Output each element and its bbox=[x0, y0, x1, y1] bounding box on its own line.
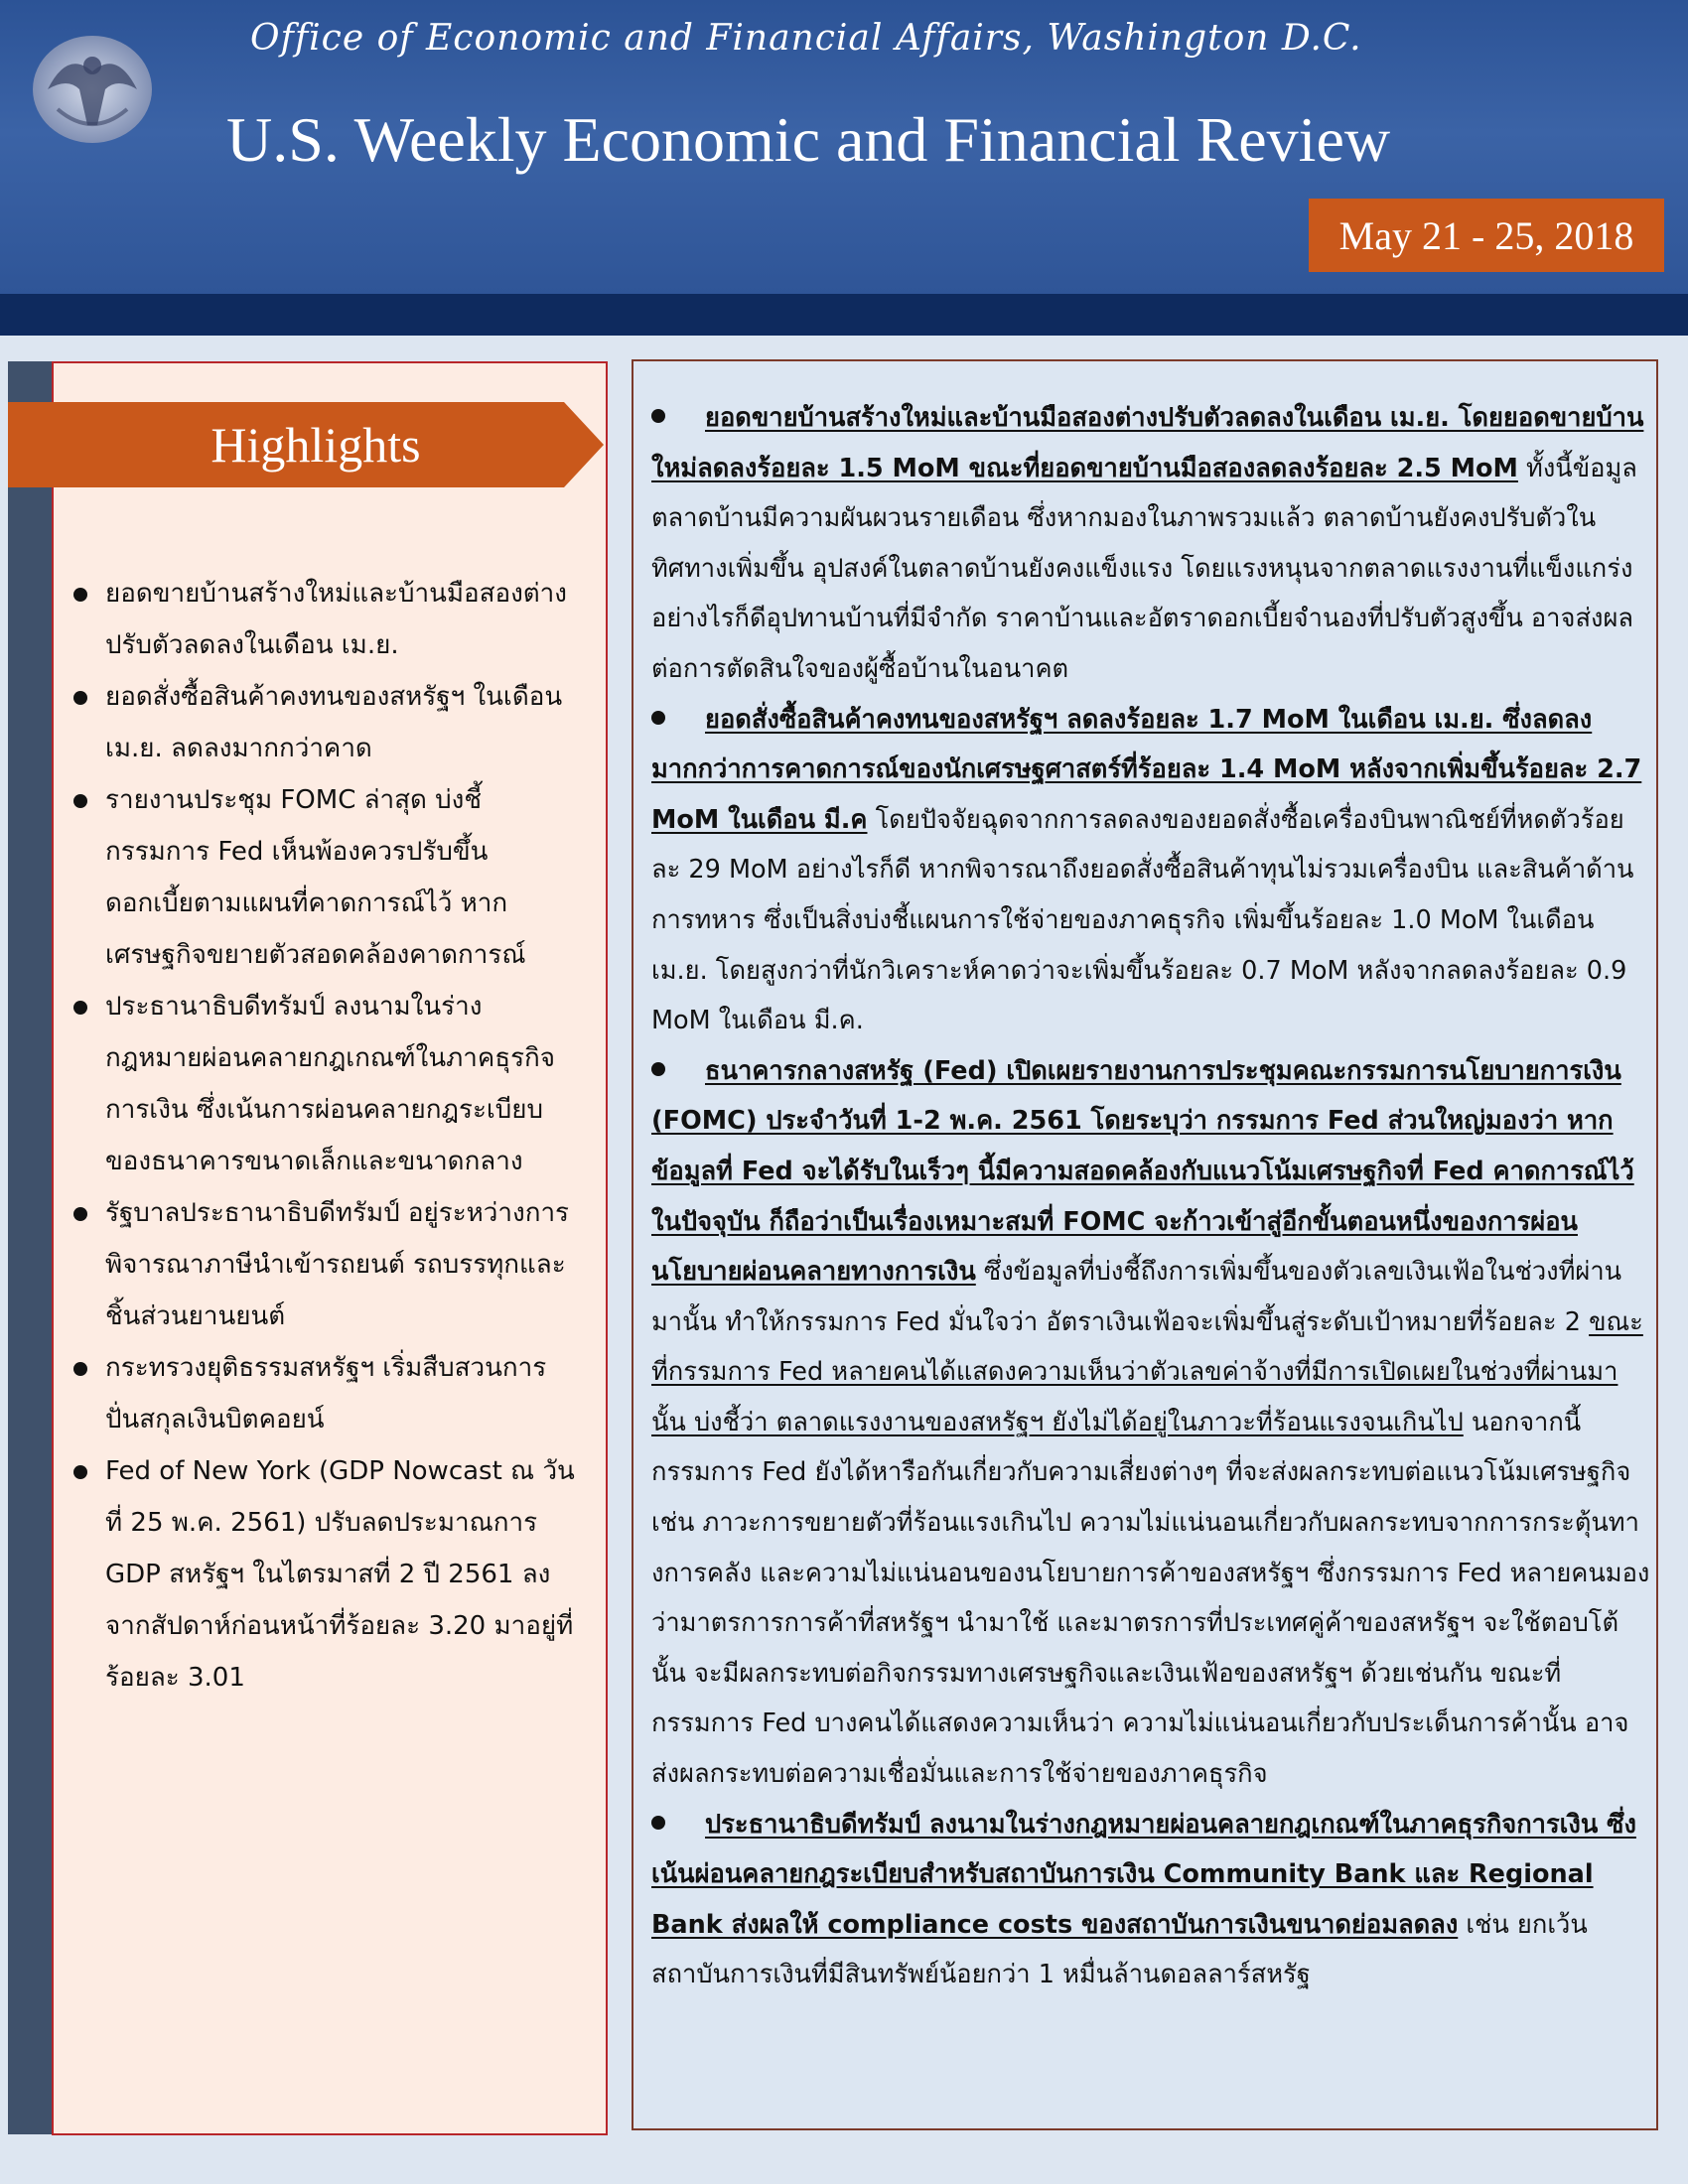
paragraph-deregulation-bill: ประธานาธิบดีทรัมป์ ลงนามในร่างกฎหมายผ่อนคลายกฎเกณฑ์ในภาคธุรกิจการเงิน ซึ่งเน้นผ่อนคลายกฎระเบียบสำหรับสถาบันการเงิน Community Bank และ Regional Bank ส่งผลให้ compliance costs ของสถาบันการเงินขนาดย่อมลดลง เช่น ยกเว้นสถาบันการเงินที่มีสินทรัพย์น้อยกว่า 1 หมื่นล้านดอลลาร์สหรัฐ bbox=[651, 1809, 1636, 1990]
bullet-icon bbox=[73, 794, 87, 808]
paragraph-fomc-minutes: ธนาคารกลางสหรัฐ (Fed) เปิดเผยรายงานการประชุมคณะกรรมการนโยบายการเงิน (FOMC) ประจำวันที่ 1-2 พ.ค. 2561 โดยระบุว่า กรรมการ Fed ส่วนใหญ่มองว่า หากข้อมูลที่ Fed จะได้รับในเร็วๆ นี้มีความสอดคล้องกับแนวโน้มเศรษฐกิจที่ Fed คาดการณ์ไว้ในปัจจุบัน ก็ถือว่าเป็นเรื่องเหมาะสมที่ FOMC จะก้าวเข้าสู่อีกขั้นตอนหนึ่งของการผ่อนนโยบายผ่อนคลายทางการเงิน ซึ่งข้อมูลที่บ่งชี้ถึงการเพิ่มขึ้นของตัวเลขเงินเฟ้อในช่วงที่ผ่านมานั้น ทำให้กรรมการ Fed มั่นใจว่า อัตราเงินเฟ้อจะเพิ่มขึ้นสู่ระดับเป้าหมายที่ร้อยละ 2 ขณะที่กรรมการ Fed หลายคนได้แสดงความเห็นว่าตัวเลขค่าจ้างที่มีการเปิดเผยในช่วงที่ผ่านมานั้น บ่งชี้ว่า ตลาดแรงงานของสหรัฐฯ ยังไม่ได้อยู่ในภาวะที่ร้อนแรงจนเกินไป นอกจากนี้กรรมการ Fed ยังได้หารือกันเกี่ยวกับความเสี่ยงต่างๆ ที่จะส่งผลกระทบต่อแนวโน้มเศรษฐกิจ เช่น ภาวะการขยายตัวที่ร้อนแรงเกินไป ความไม่แน่นอนเกี่ยวกับผลกระทบจากการกระตุ้นทางการคลัง และความไม่แน่นอนของนโยบายการค้าของสหรัฐฯ ซึ่งกรรมการ Fed หลายคนมองว่ามาตรการการค้าที่สหรัฐฯ นำมาใช้ และมาตรการที่ประเทศคู่ค้าของสหรัฐฯ จะใช้ตอบโต้นั้น จะมีผลกระทบต่อกิจกรรมทางเศรษฐกิจและเงินเฟ้อของสหรัฐฯ ด้วยเช่นกัน ขณะที่กรรมการ Fed บางคนได้แสดงความเห็นว่า ความไม่แน่นอนเกี่ยวกับประเด็นการค้านั้น อาจส่งผลกระทบต่อความเชื่อมั่นและการใช้จ่ายของภาคธุรกิจ bbox=[651, 1055, 1650, 1790]
bullet-icon bbox=[73, 1465, 87, 1479]
paragraph-durable-goods: ยอดสั่งซื้อสินค้าคงทนของสหรัฐฯ ลดลงร้อยละ 1.7 MoM ในเดือน เม.ย. ซึ่งลดลงมากกว่าการคาดการณ์ของนักเศรษฐศาสตร์ที่ร้อยละ 1.4 MoM หลังจากเพิ่มขึ้นร้อยละ 2.7 MoM ในเดือน มี.ค โดยปัจจัยฉุดจากการลดลงของยอดสั่งซื้อเครื่องบินพาณิชย์ที่หดตัวร้อยละ 29 MoM อย่างไรก็ดี หากพิจารณาถึงยอดสั่งซื้อสินค้าทุนไม่รวมเครื่องบิน และสินค้าด้านการทหาร ซึ่งเป็นสิ่งบ่งชี้แผนการใช้จ่ายของภาคธุรกิจ เพิ่มขึ้นร้อยละ 1.0 MoM ในเดือนเม.ย. โดยสูงกว่าที่นักวิเคราะห์คาดว่าจะเพิ่มขึ้นร้อยละ 0.7 MoM หลังจากลดลงร้อยละ 0.9 MoM ในเดือน มี.ค. bbox=[651, 704, 1642, 1036]
list-item: ยอดขายบ้านสร้างใหม่และบ้านมือสองต่างปรับตัวลดลงในเดือน เม.ย. bbox=[70, 568, 576, 671]
bullet-icon bbox=[651, 711, 665, 725]
left-accent-strip bbox=[8, 361, 52, 2134]
bullet-icon bbox=[73, 1207, 87, 1221]
paragraph-new-home-sales: ยอดขายบ้านสร้างใหม่และบ้านมือสองต่างปรับตัวลดลงในเดือน เม.ย. โดยยอดขายบ้านใหม่ลดลงร้อยละ 1.5 MoM ขณะที่ยอดขายบ้านมือสองลดลงร้อยละ 2.5 MoM ทั้งนี้ข้อมูลตลาดบ้านมีความผันผวนรายเดือน ซึ่งหากมองในภาพรวมแล้ว ตลาดบ้านยังคงปรับตัวในทิศทางเพิ่มขึ้น อุปสงค์ในตลาดบ้านยังคงแข็งแรง โดยแรงหนุนจากตลาดแรงงานที่แข็งแกร่ง อย่างไรก็ดีอุปทานบ้านที่มีจำกัด ราคาบ้านและอัตราดอกเบี้ยจำนองที่ปรับตัวสูงขึ้น อาจส่งผลต่อการตัดสินใจของผู้ซื้อบ้านในอนาคต bbox=[651, 403, 1644, 684]
bullet-icon bbox=[73, 1001, 87, 1015]
header-bottom-strip bbox=[0, 294, 1688, 336]
eagle-seal-icon bbox=[28, 30, 157, 147]
list-item: รายงานประชุม FOMC ล่าสุด บ่งชี้กรรมการ Fed เห็นพ้องควรปรับขึ้นดอกเบี้ยตามแผนที่คาดการณ์ไว้ หากเศรษฐกิจขยายตัวสอดคล้องคาดการณ์ bbox=[70, 774, 576, 981]
list-item: ยอดสั่งซื้อสินค้าคงทนของสหรัฐฯ ในเดือน เม.ย. ลดลงมากกว่าคาด bbox=[70, 671, 576, 774]
bullet-icon bbox=[651, 1816, 665, 1830]
article-body bbox=[651, 393, 1650, 2000]
highlights-heading: Highlights bbox=[211, 417, 421, 473]
list-item: ประธานาธิบดีทรัมป์ ลงนามในร่างกฎหมายผ่อนคลายกฎเกณฑ์ในภาคธุรกิจการเงิน ซึ่งเน้นการผ่อนคลายกฎระเบียบของธนาคารขนาดเล็กและขนาดกลาง bbox=[70, 981, 576, 1187]
date-range-badge: May 21 - 25, 2018 bbox=[1309, 199, 1664, 272]
bullet-icon bbox=[73, 588, 87, 602]
office-name: Office of Economic and Financial Affairs, Washington D.C. bbox=[250, 18, 1362, 59]
bullet-icon bbox=[73, 691, 87, 705]
list-item: Fed of New York (GDP Nowcast ณ วันที่ 25 พ.ค. 2561) ปรับลดประมาณการ GDP สหรัฐฯ ในไตรมาสที่ 2 ปี 2561 ลงจากสัปดาห์ก่อนหน้าที่ร้อยละ 3.20 มาอยู่ที่ร้อยละ 3.01 bbox=[70, 1445, 576, 1704]
list-item: กระทรวงยุติธรรมสหรัฐฯ เริ่มสืบสวนการปั่นสกุลเงินบิตคอยน์ bbox=[70, 1342, 576, 1445]
report-title: U.S. Weekly Economic and Financial Review bbox=[226, 104, 1391, 175]
highlights-list bbox=[70, 568, 576, 1704]
list-item: รัฐบาลประธานาธิบดีทรัมป์ อยู่ระหว่างการพิจารณาภาษีนำเข้ารถยนต์ รถบรรทุกและชิ้นส่วนยานยนต์ bbox=[70, 1187, 576, 1342]
bullet-icon bbox=[651, 1062, 665, 1076]
bullet-icon bbox=[651, 409, 665, 423]
bullet-icon bbox=[73, 1362, 87, 1376]
